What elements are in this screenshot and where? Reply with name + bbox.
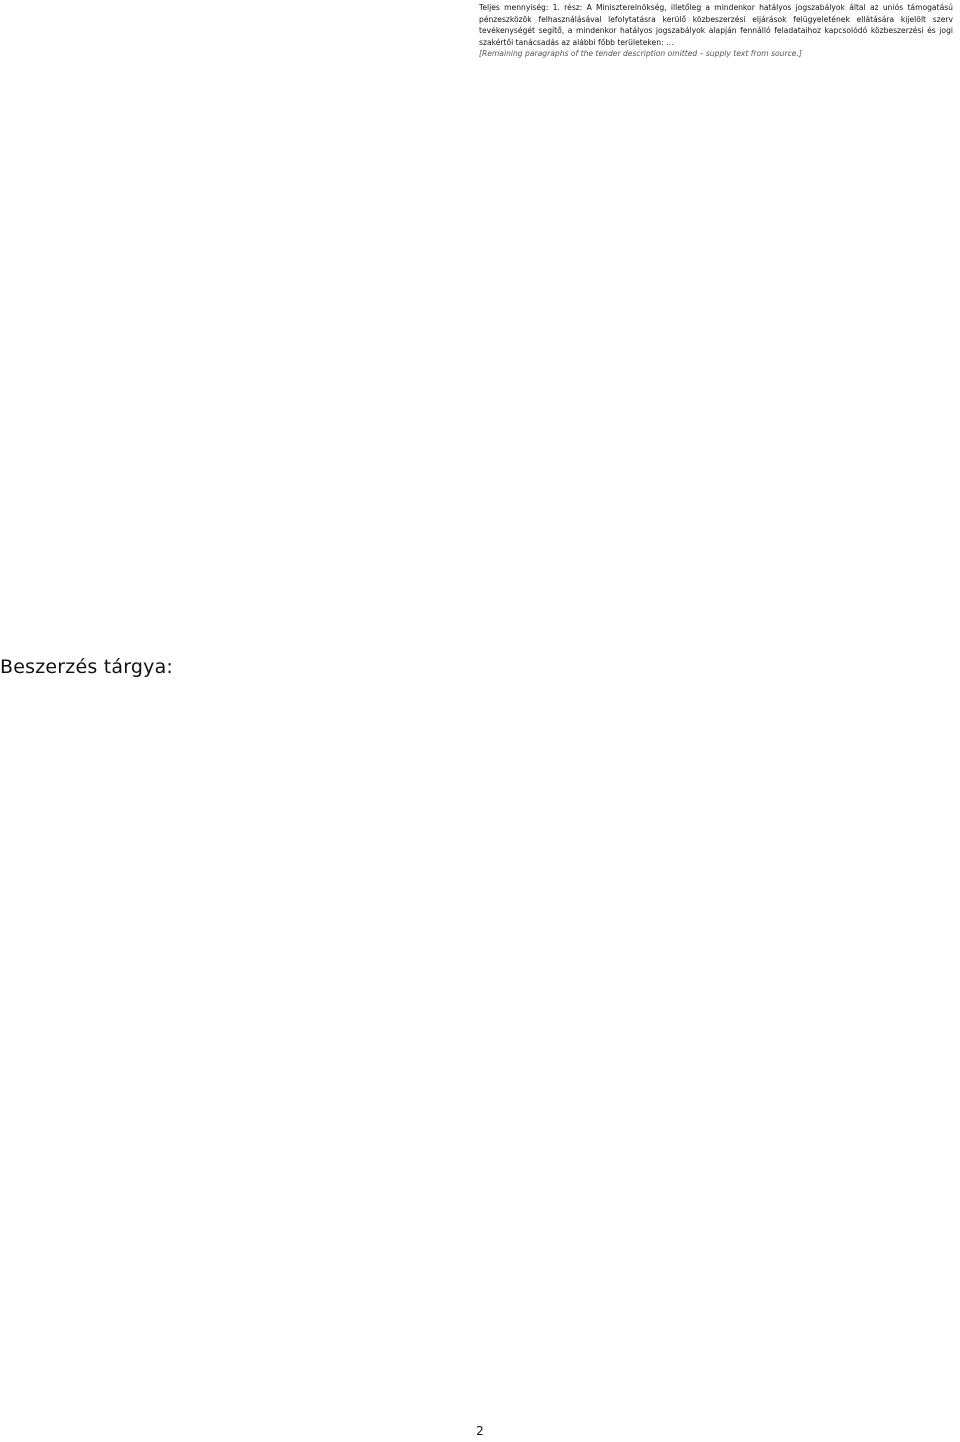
field-label-subject: Beszerzés tárgya: bbox=[0, 656, 174, 678]
label-column bbox=[0, 0, 470, 1442]
description-omitted-note: [Remaining paragraphs of the tender description omitted – supply text from source.] bbox=[479, 49, 802, 59]
page-number: 2 bbox=[476, 1424, 484, 1438]
description-text-block bbox=[479, 2, 953, 60]
description-excerpt: Teljes mennyiség: 1. rész: A Miniszterelnökség, illetőleg a mindenkor hatályos jogszabályok által az uniós támogatású pénzeszközök felhasználásával lefolytatásra kerülő közbeszerzési eljárások felügyeletének ellátására kijelölt szerv tevékenységét segítő, a mindenkor hatályos jogszabályok alapján fennálló feladataihoz kapcsolódó közbeszerzési és jogi szakértői tanácsadás az alábbi főbb területeken: … bbox=[479, 3, 953, 47]
